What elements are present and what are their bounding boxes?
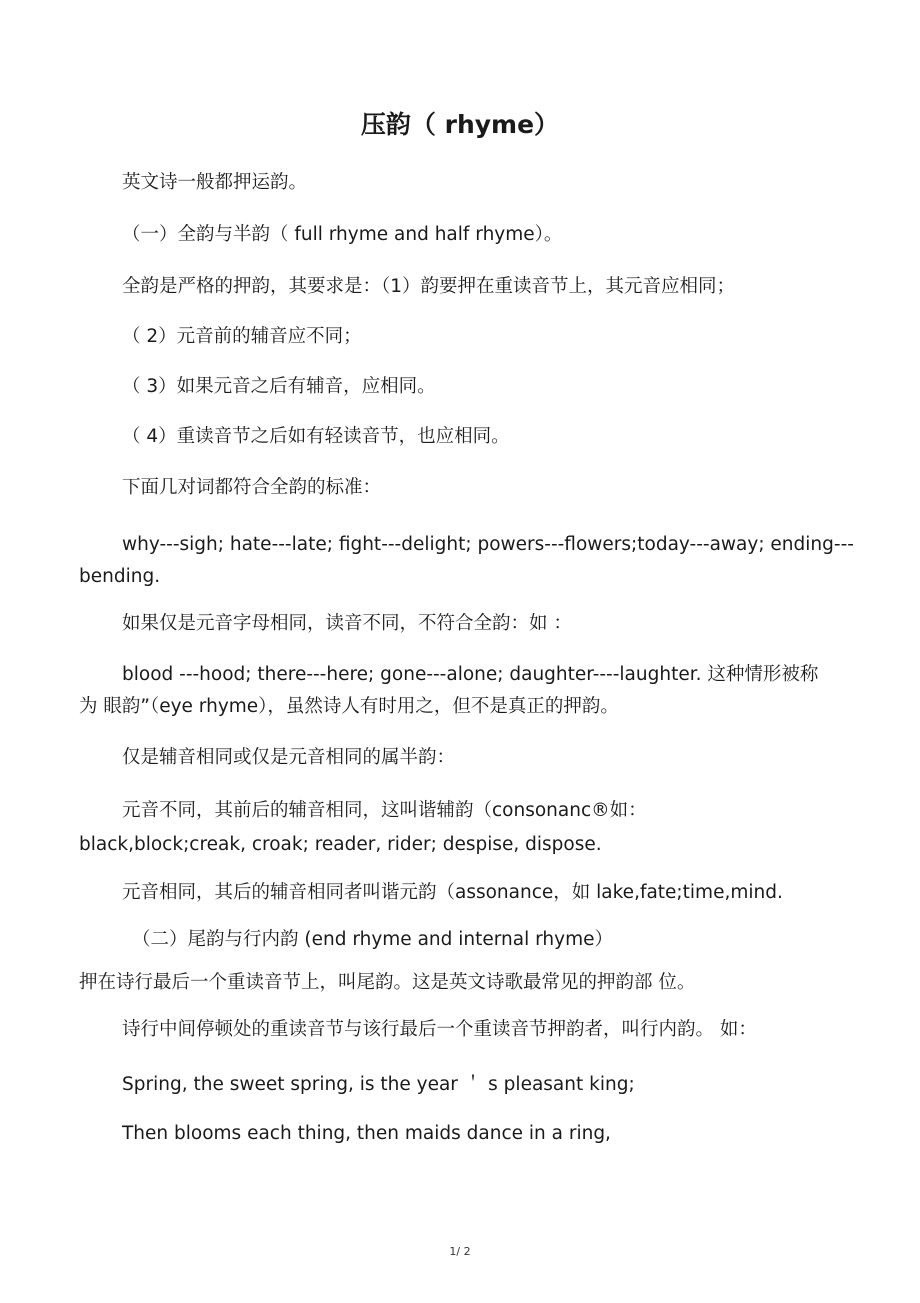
full-rhyme-examples-line-1: why---sigh; hate---late; fight---delight; powers---flowers;today---away; ending---	[122, 534, 854, 555]
full-rhyme-examples-line-2: bending.	[79, 566, 161, 587]
intro-paragraph: 英文诗一般都押运韵。	[122, 172, 308, 193]
assonance-paragraph: 元音相同，其后的辅音相同者叫谐元韵（assonance，如 lake,fate;time,mind.	[122, 882, 783, 903]
section-heading-end-internal-rhyme: （二）尾韵与行内韵 (end rhyme and internal rhyme）	[132, 929, 613, 950]
page-title: 压韵（ rhyme）	[360, 110, 560, 139]
full-rhyme-definition: 全韵是严格的押韵，其要求是：（1）韵要押在重读音节上，其元音应相同；	[122, 276, 736, 297]
examples-intro: 下面几对词都符合全韵的标准：	[122, 477, 382, 498]
poem-line-1: Spring, the sweet spring, is the year ＇ s pleasant king;	[122, 1074, 635, 1095]
consonance-line-2: black,block;creak, croak; reader, rider; despise, dispose.	[79, 834, 602, 855]
internal-rhyme-definition: 诗行中间停顿处的重读音节与该行最后一个重读音节押韵者，叫行内韵。 如：	[122, 1019, 757, 1040]
eye-rhyme-intro: 如果仅是元音字母相同，读音不同，不符合全韵：如 ：	[122, 613, 572, 634]
half-rhyme-definition: 仅是辅音相同或仅是元音相同的属半韵：	[122, 747, 456, 768]
end-rhyme-definition: 押在诗行最后一个重读音节上，叫尾韵。这是英文诗歌最常见的押韵部 位。	[79, 972, 696, 993]
page-number: 1/ 2	[449, 1245, 471, 1258]
eye-rhyme-line-2: 为 眼韵”（eye rhyme），虽然诗人有时用之，但不是真正的押韵。	[79, 696, 619, 717]
poem-line-2: Then blooms each thing, then maids dance in a ring,	[122, 1123, 611, 1144]
rule-item-4: （ 4）重读音节之后如有轻读音节，也应相同。	[122, 426, 510, 447]
rule-item-2: （ 2）元音前的辅音应不同；	[122, 326, 362, 347]
rule-item-3: （ 3）如果元音之后有辅音，应相同。	[122, 376, 436, 397]
consonance-line-1: 元音不同，其前后的辅音相同，这叫谐辅韵（consonanc®如：	[122, 800, 647, 821]
eye-rhyme-line-1: blood ---hood; there---here; gone---alone; daughter----laughter. 这种情形被称	[122, 664, 819, 685]
section-heading-full-half-rhyme: （一）全韵与半韵（ full rhyme and half rhyme）。	[122, 224, 563, 245]
